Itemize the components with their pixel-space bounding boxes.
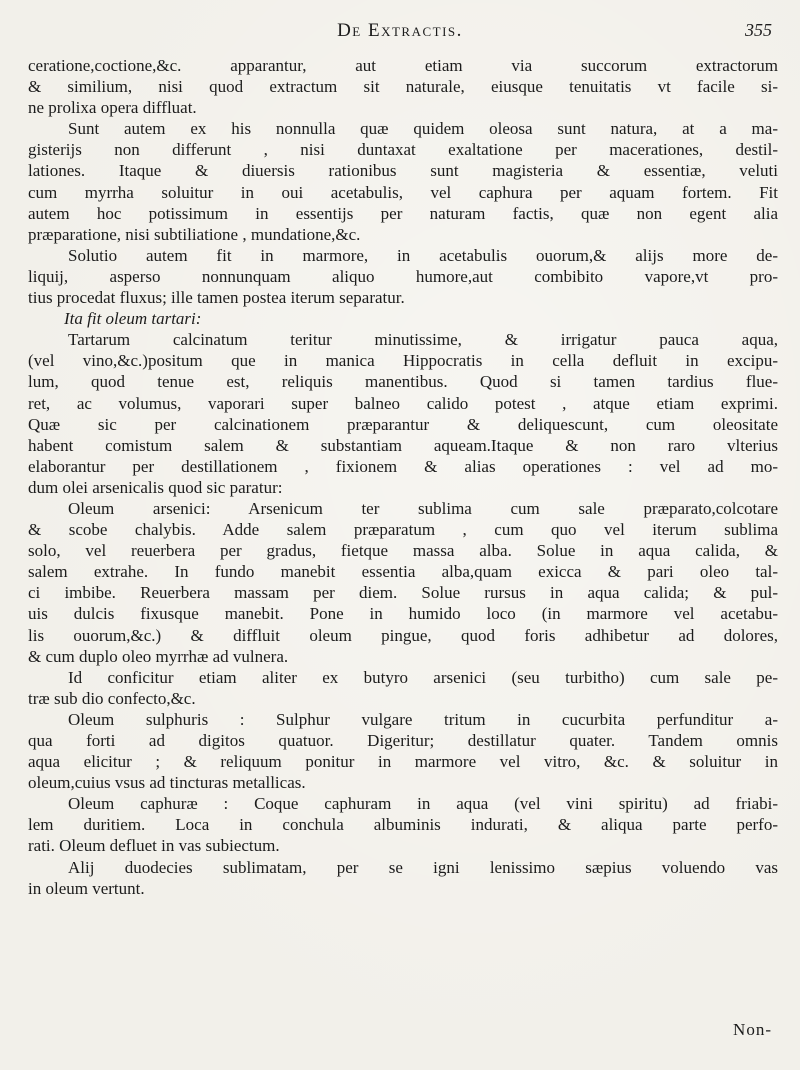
text-line: & cum duplo oleo myrrhæ ad vulnera. [28, 646, 289, 666]
page-number: 355 [745, 20, 772, 40]
text-line: uis dulcis fixusque manebit. Pone in humido loco (in marmore vel acetabu- [28, 604, 778, 624]
text-line: lem duritiem. Loca in conchula albuminis indurati, & aliqua parte perfo- [28, 815, 778, 835]
catchword: Non- [733, 1020, 772, 1039]
text-line: præparatione, nisi subtiliatione , mundatione,&c. [28, 224, 361, 244]
text-line: ceratione,coctione,&c. apparantur, aut etiam via succorum extractorum [28, 56, 778, 75]
text-line: solo, vel reuerbera per gradus, fietque massa alba. Solue in aqua calida, & [28, 541, 778, 561]
text-line: & scobe chalybis. Adde salem præparatum , cum quo vel iterum sublima [28, 520, 778, 540]
text-line: elaborantur per destillationem , fixionem & alias operationes : vel ad mo- [28, 456, 778, 476]
text-line: (vel vino,&c.)positum que in manica Hippocratis in cella defluit in excipu- [28, 351, 778, 371]
text-line: Quæ sic per calcinationem præparantur & deliquescunt, cum oleositate [28, 414, 778, 434]
text-line: lis ouorum,&c.) & diffluit oleum pingue, quod foris adhibetur ad dolores, [28, 625, 778, 645]
text-line: ret, ac volumus, vaporari super balneo calido potest , atque etiam exprimi. [28, 393, 778, 413]
text-line: ne prolixa opera diffluat. [28, 98, 197, 118]
text-line: oleum,cuius vsus ad tincturas metallicas. [28, 773, 306, 793]
text-line: qua forti ad digitos quatuor. Digeritur; destillatur quater. Tandem omnis [28, 731, 778, 750]
text-line: & similium, nisi quod extractum sit naturale, eiusque tenuitatis vt facile si- [28, 77, 778, 97]
running-head: De Extractis. [337, 20, 463, 41]
text-line: rati. Oleum defluet in vas subiectum. [28, 836, 280, 856]
body-text [28, 55, 778, 899]
text-line: habent comistum salem & substantiam aqueam.Itaque & non raro vlterius [28, 435, 778, 455]
text-line: Id conficitur etiam aliter ex butyro arsenici (seu turbitho) cum sale pe- [68, 667, 778, 687]
text-line: ci imbibe. Reuerbera massam per diem. Solue rursus in aqua calida; & pul- [28, 583, 778, 603]
text-line: salem extrahe. In fundo manebit essentia alba,quam exicca & pari oleo tal- [28, 562, 778, 582]
section-heading: Ita fit oleum tartari: [64, 309, 202, 329]
text-line: aqua elicitur ; & reliquum ponitur in marmore vel vitro, &c. & soluitur in [28, 752, 778, 772]
text-line: træ sub dio confecto,&c. [28, 688, 196, 708]
text-line: in oleum vertunt. [28, 878, 145, 898]
text-line: Solutio autem fit in marmore, in acetabulis ouorum,& alijs more de- [68, 245, 778, 265]
text-line: Oleum arsenici: Arsenicum ter sublima cum sale præparato,colcotare [68, 498, 778, 518]
text-line: autem hoc potissimum in essentijs per naturam factis, quæ non egent alia [28, 203, 778, 223]
text-line: Alij duodecies sublimatam, per se igni lenissimo sæpius voluendo vas [68, 857, 778, 877]
text-line: lum, quod tenue est, reliquis manentibus. Quod si tamen tardius flue- [28, 372, 778, 392]
text-line: gisterijs non differunt , nisi duntaxat exaltatione per macerationes, destil- [28, 140, 778, 160]
text-line: Tartarum calcinatum teritur minutissime, & irrigatur pauca aqua, [68, 330, 778, 350]
text-line: lationes. Itaque & diuersis rationibus sunt magisteria & essentiæ, veluti [28, 161, 778, 181]
text-line: Oleum sulphuris : Sulphur vulgare tritum in cucurbita perfunditur a- [68, 709, 778, 729]
text-line: dum olei arsenicalis quod sic paratur: [28, 477, 283, 497]
text-line: cum myrrha soluitur in oui acetabulis, vel caphura per aquam fortem. Fit [28, 182, 778, 202]
text-line: tius procedat fluxus; ille tamen postea iterum separatur. [28, 288, 405, 308]
page-header [0, 18, 800, 48]
text-line: Sunt autem ex his nonnulla quæ quidem oleosa sunt natura, at a ma- [68, 119, 778, 139]
text-line: liquij, asperso nonnunquam aliquo humore,aut combibito vapore,vt pro- [28, 266, 778, 286]
text-line: Oleum caphuræ : Coque caphuram in aqua (vel vini spiritu) ad friabi- [68, 794, 778, 814]
